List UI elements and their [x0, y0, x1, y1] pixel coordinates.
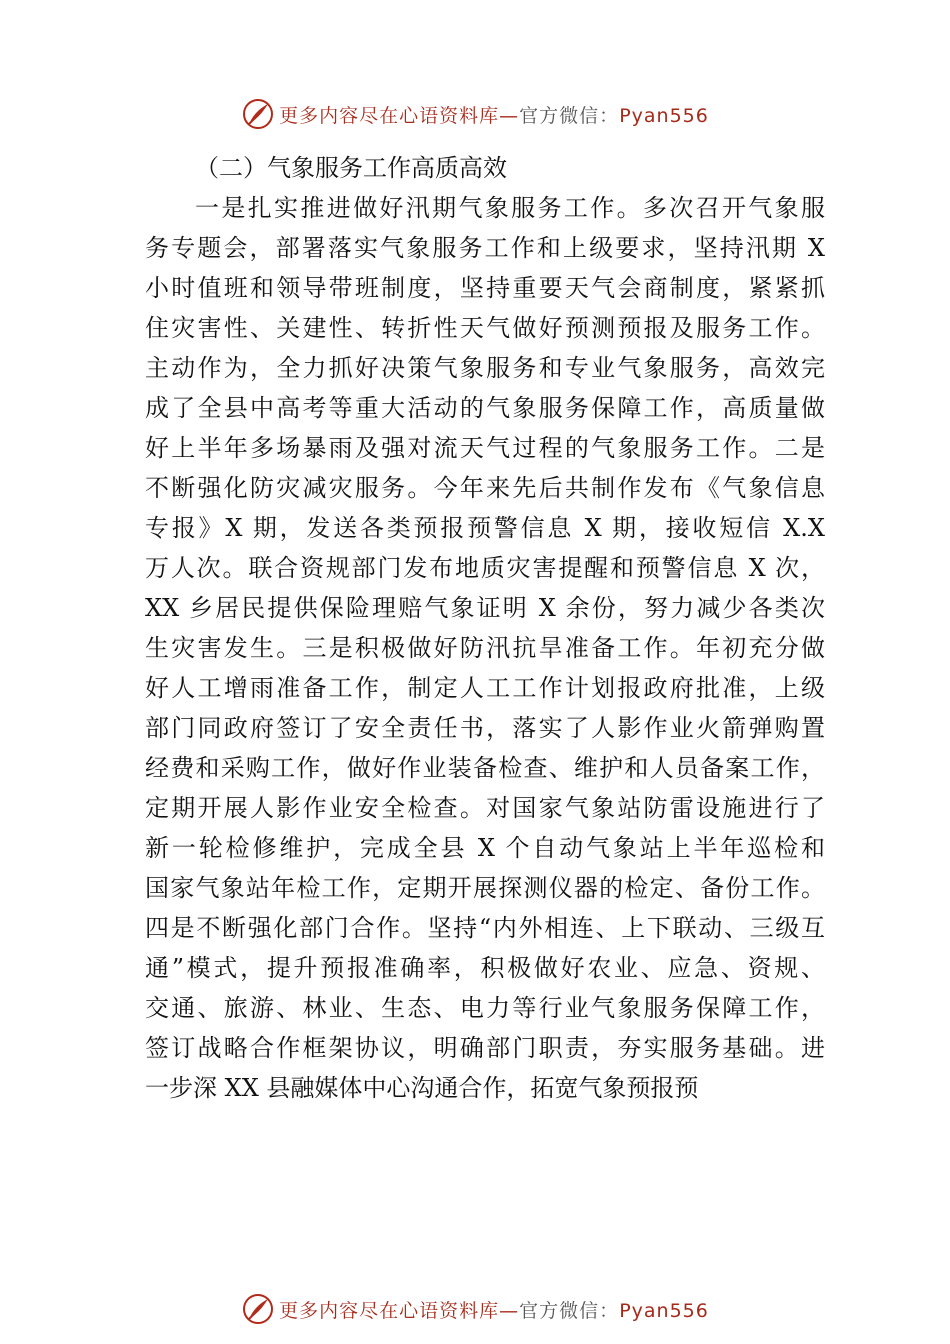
paragraph-line: 签订战略合作框架协议，明确部门职责，夯实服务基础。进 — [145, 1034, 825, 1062]
paragraph-line: 万人次。联合资规部门发布地质灾害提醒和预警信息 X 次， — [145, 554, 825, 582]
watermark-account: Pyan556 — [619, 104, 709, 127]
paragraph-line: 通”模式，提升预报准确率，积极做好农业、应急、资规、 — [145, 954, 825, 982]
watermark-brand: 更多内容尽在心语资料库 — [279, 104, 500, 127]
watermark-label: 官方微信： — [519, 104, 620, 127]
paragraph-line: 不断强化防灾减灾服务。今年来先后共制作发布《气象信息 — [145, 474, 825, 502]
paragraph-line: 主动作为，全力抓好决策气象服务和专业气象服务，高效完 — [145, 354, 825, 382]
watermark-brand: 更多内容尽在心语资料库 — [279, 1299, 500, 1322]
paragraph-line: 交通、旅游、林业、生态、电力等行业气象服务保障工作， — [145, 994, 825, 1022]
section-heading: （二）气象服务工作高质高效 — [195, 154, 507, 182]
paragraph-line: 好上半年多场暴雨及强对流天气过程的气象服务工作。二是 — [145, 434, 825, 462]
paragraph-line: 务专题会，部署落实气象服务工作和上级要求，坚持汛期 X — [145, 234, 825, 262]
paragraph-line: 部门同政府签订了安全责任书，落实了人影作业火箭弹购置 — [145, 714, 825, 742]
paragraph-line: 专报》X 期，发送各类预报预警信息 X 期，接收短信 X.X — [145, 514, 825, 542]
watermark-dash: — — [499, 1299, 520, 1322]
watermark-dash: — — [499, 104, 520, 127]
paragraph-line: 小时值班和领导带班制度，坚持重要天气会商制度，紧紧抓 — [145, 274, 825, 302]
header-watermark — [0, 94, 950, 134]
paragraph-line: 好人工增雨准备工作，制定人工工作计划报政府批准，上级 — [145, 674, 825, 702]
watermark-text — [279, 101, 709, 128]
paragraph-line: 四是不断强化部门合作。坚持“内外相连、上下联动、三级互 — [145, 914, 825, 942]
paragraph-line: 新一轮检修维护，完成全县 X 个自动气象站上半年巡检和 — [145, 834, 825, 862]
paragraph-line: 一是扎实推进做好汛期气象服务工作。多次召开气象服 — [195, 194, 825, 222]
paragraph-line: 生灾害发生。三是积极做好防汛抗旱准备工作。年初充分做 — [145, 634, 825, 662]
document-body — [145, 148, 825, 1108]
paragraph-line: 成了全县中高考等重大活动的气象服务保障工作，高质量做 — [145, 394, 825, 422]
quill-logo-icon — [241, 1292, 275, 1326]
watermark-account: Pyan556 — [619, 1299, 709, 1322]
watermark-text — [279, 1296, 709, 1323]
paragraph-line: 一步深 XX 县融媒体中心沟通合作，拓宽气象预报预 — [145, 1074, 699, 1102]
paragraph-line: 经费和采购工作，做好作业装备检查、维护和人员备案工作， — [145, 754, 825, 782]
footer-watermark — [0, 1289, 950, 1329]
paragraph-line: 定期开展人影作业安全检查。对国家气象站防雷设施进行了 — [145, 794, 825, 822]
paragraph-line: XX 乡居民提供保险理赔气象证明 X 余份，努力减少各类次 — [145, 594, 825, 622]
watermark-label: 官方微信： — [519, 1299, 620, 1322]
paragraph-line: 国家气象站年检工作，定期开展探测仪器的检定、备份工作。 — [145, 874, 825, 902]
quill-logo-icon — [241, 97, 275, 131]
paragraph-line: 住灾害性、关建性、转折性天气做好预测预报及服务工作。 — [145, 314, 825, 342]
